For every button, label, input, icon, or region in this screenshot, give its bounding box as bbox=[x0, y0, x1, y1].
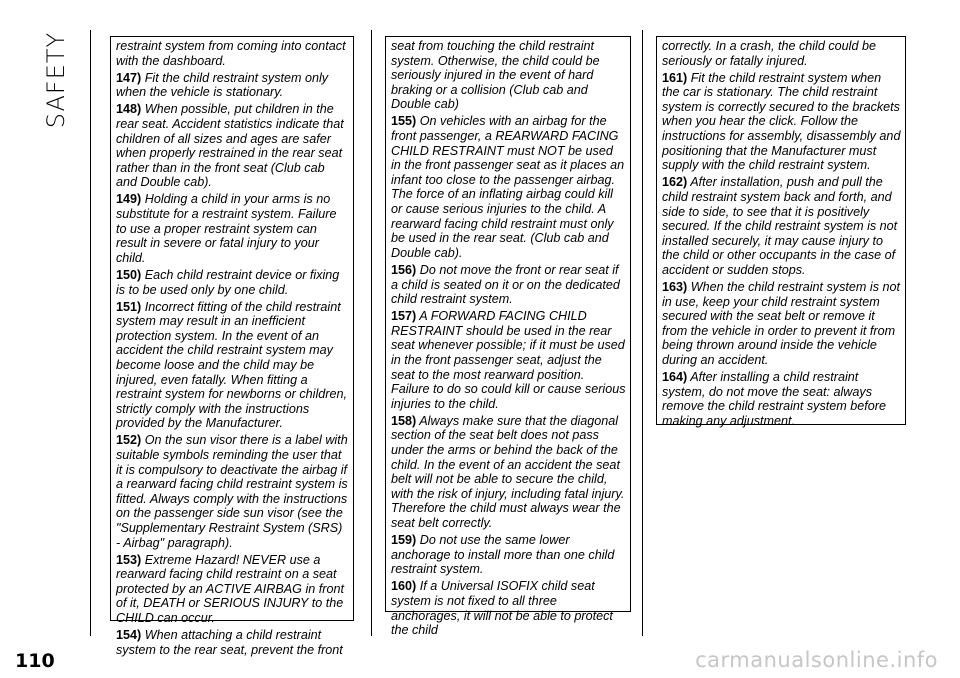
watermark: carmanualsonline.info bbox=[695, 648, 938, 672]
warning-paragraph bbox=[662, 175, 901, 277]
page-number: 110 bbox=[15, 650, 55, 672]
warning-paragraph bbox=[391, 579, 626, 637]
warning-paragraph bbox=[662, 280, 901, 368]
warning-text: If a Universal ISOFIX child seat system is not fixed to all three anchorages, it will not be able to protect the child bbox=[391, 579, 613, 638]
warning-number: 163) bbox=[662, 280, 688, 294]
warning-text: correctly. In a crash, the child could be seriously or fatally injured. bbox=[662, 39, 876, 68]
warning-text: seat from touching the child restraint system. Otherwise, the child could be seriously injured in the event of hard braking or a collision (Club cab and Double cab) bbox=[391, 39, 600, 112]
margin-rule bbox=[90, 30, 91, 636]
warning-number: 161) bbox=[662, 70, 688, 85]
warning-text: When possible, put children in the rear seat. Accident statistics indicate that children of all sizes and ages are safer when properly restrained in the rear seat rather than in the front seat (Club cab and Double cab). bbox=[116, 102, 344, 190]
warning-paragraph bbox=[116, 433, 349, 550]
warning-paragraph bbox=[116, 102, 349, 190]
warning-box-column-1 bbox=[110, 36, 354, 657]
warning-number: 164) bbox=[662, 370, 688, 385]
warning-number: 148) bbox=[116, 102, 142, 117]
warning-paragraph bbox=[116, 192, 349, 265]
warning-paragraph bbox=[391, 39, 626, 112]
warning-box-column-2 bbox=[385, 36, 631, 638]
warning-text: On vehicles with an airbag for the front passenger, a REARWARD FACING CHILD RESTRAINT must NOT be used in the front passenger seat as it places an infant too close to the passenger airbag. The force of an inflating airbag could kill or cause serious injuries to the child. A rearward facing child restraint must only be used in the rear seat. (Club cab and Double cab). bbox=[391, 114, 625, 260]
warning-text: A FORWARD FACING CHILD RESTRAINT should be used in the rear seat whenever possible; if it must be used in the front passenger seat, adjust the seat to the most rearward position. Failure to do so could kill or cause serious injuries to the child. bbox=[391, 309, 626, 411]
warning-paragraph bbox=[662, 71, 901, 173]
warning-paragraph bbox=[391, 414, 626, 531]
warning-paragraph bbox=[391, 309, 626, 411]
warning-number: 153) bbox=[116, 552, 142, 567]
warning-paragraph bbox=[662, 370, 901, 428]
warning-text: Always make sure that the diagonal section of the seat belt does not pass under the arms or behind the back of the child. In the event of an accident the seat belt will not be able to secure the child, with the risk of injury, including fatal injury. Therefore the child must always wear the seat belt correctly. bbox=[391, 413, 625, 530]
warning-text: On the sun visor there is a label with suitable symbols reminding the user that it is compulsory to deactivate the airbag if a rearward facing child restraint system is fitted. Always comply with the instructions on the passenger side sun visor (see the "Supplementary Restraint System (SRS) - Airbag" paragraph). bbox=[116, 433, 348, 550]
warning-text: After installing a child restraint system, do not move the seat: always remove the child restraint system before making any adjustment. bbox=[662, 370, 886, 428]
warning-number: 160) bbox=[391, 579, 417, 594]
warning-text: When the child restraint system is not in use, keep your child restraint system secured with the seat belt or remove it from the vehicle in order to prevent it from being thrown around inside the vehicle during an accident. bbox=[662, 280, 900, 367]
warning-box-column-3 bbox=[656, 36, 906, 428]
warning-number: 157) bbox=[391, 309, 417, 324]
warning-paragraph bbox=[116, 300, 349, 431]
warning-number: 151) bbox=[116, 299, 142, 314]
warning-number: 158) bbox=[391, 413, 417, 428]
warning-text: When attaching a child restraint system to the rear seat, prevent the front bbox=[116, 628, 343, 657]
warning-text: restraint system from coming into contact with the dashboard. bbox=[116, 39, 346, 68]
warning-number: 150) bbox=[116, 267, 142, 282]
warning-paragraph bbox=[116, 628, 349, 657]
warning-text: Incorrect fitting of the child restraint system may result in an inefficient protection system. In the event of an accident the child restraint system may become loose and the child may be injured, even fatally. When fitting a restraint system for newborns or children, strictly comply with the instructions provided by the Manufacturer. bbox=[116, 299, 347, 431]
warning-text: Fit the child restraint system only when the vehicle is stationary. bbox=[116, 70, 329, 100]
warning-text: Extreme Hazard! NEVER use a rearward facing child restraint on a seat protected by an ACTIVE AIRBAG in front of it, DEATH or SERIOUS INJURY to the CHILD can occur. bbox=[116, 552, 344, 626]
warning-text: Do not use the same lower anchorage to install more than one child restraint system. bbox=[391, 533, 615, 577]
warning-paragraph bbox=[116, 71, 349, 100]
warning-paragraph bbox=[116, 268, 349, 297]
warning-text: Holding a child in your arms is no substitute for a restraint system. Failure to use a proper restraint system can result in severe or fatal injury to your child. bbox=[116, 192, 337, 265]
section-tab bbox=[36, 30, 76, 130]
warning-number: 149) bbox=[116, 192, 142, 207]
warning-paragraph bbox=[116, 39, 349, 68]
warning-number: 154) bbox=[116, 628, 142, 643]
section-title: SAFETY bbox=[42, 31, 70, 129]
warning-paragraph bbox=[391, 263, 626, 307]
warning-paragraph bbox=[662, 39, 901, 68]
warning-paragraph bbox=[391, 114, 626, 260]
warning-number: 159) bbox=[391, 533, 417, 548]
warning-text: After installation, push and pull the child restraint system back and forth, and side to side, to see that it is positively secured. If the child restraint system is not installed securely, it may cause injury to the child or other occupants in the case of accident or sudden stops. bbox=[662, 175, 898, 277]
warning-text: Fit the child restraint system when the car is stationary. The child restraint system is correctly secured to the brackets when you hear the click. Follow the instructions for assembly, disassembly and positioning that the Manufacturer must supply with the child restraint system. bbox=[662, 70, 901, 173]
warning-number: 155) bbox=[391, 114, 417, 129]
warning-text: Each child restraint device or fixing is to be used only by one child. bbox=[116, 267, 340, 297]
warning-number: 147) bbox=[116, 70, 142, 85]
warning-paragraph bbox=[391, 533, 626, 577]
column-divider bbox=[371, 30, 372, 636]
warning-number: 152) bbox=[116, 433, 142, 448]
column-divider bbox=[642, 30, 643, 636]
warning-paragraph bbox=[116, 553, 349, 626]
warning-number: 156) bbox=[391, 262, 417, 277]
warning-number: 162) bbox=[662, 175, 688, 190]
warning-text: Do not move the front or rear seat if a child is seated on it or on the dedicated child restraint system. bbox=[391, 262, 620, 307]
